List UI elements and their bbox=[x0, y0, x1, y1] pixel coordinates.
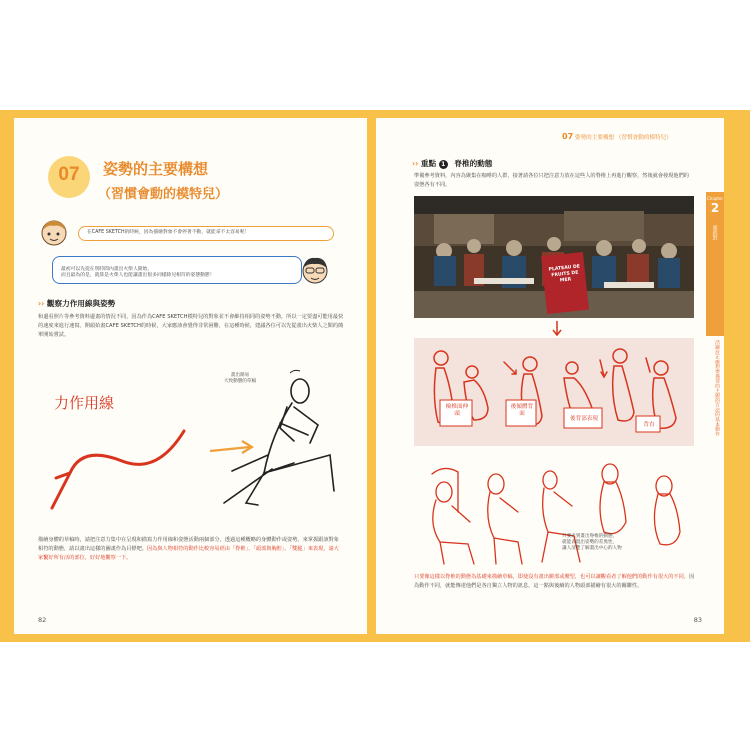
body-paragraph-2-highlight: 因為與人物相符的動作比較容易經由「脊椎」、「頭部與胸腔」、「雙腿」來表現，請大家繫好所有活的部位，好好地觀察一下。 bbox=[38, 546, 339, 561]
point-heading bbox=[412, 158, 492, 169]
force-line-label: 力作用線 bbox=[54, 394, 115, 412]
section-heading-text: 觀察力作用線與姿勢 bbox=[46, 299, 116, 308]
speech-bubble-2-text: 最初可以先從在別時間內畫出火柴人開始， 而且最為的是，就算是火柴人也能讓畫出很多同樣除兒相符的姿態動態！ bbox=[61, 266, 215, 278]
cafe-photo-svg bbox=[414, 196, 694, 318]
figure-note-left-line1: 畫出簡易 bbox=[230, 373, 250, 378]
sketch-label-3: 後背部表現 bbox=[570, 416, 598, 422]
right-page bbox=[376, 118, 724, 634]
left-page bbox=[14, 118, 367, 634]
point-title: 脊椎的動態 bbox=[454, 159, 493, 168]
running-head-title: 姿勢的主要構想 bbox=[574, 135, 615, 141]
point-label: 重點 bbox=[420, 159, 437, 168]
body-paragraph-1: 和邊看照片等參考資料邊畫的情況不同，因為作為CAFE SKETCH模特兒的對象並不會維持相同的姿勢不動，所以一定要盡可能用最快的速度來進行速寫。開頭始畫CAFE SKETCH的時候，大家應該會覺得非常困難，在這種時候，建議各位可以先從畫出火柴人之類的簡單開始嘗試。 bbox=[38, 314, 344, 338]
force-line-illustration bbox=[32, 363, 362, 523]
figure-note-left bbox=[210, 373, 270, 385]
character-avatar-left bbox=[36, 218, 72, 248]
page-number-right: 83 bbox=[693, 616, 702, 624]
chapter-tab-word: Chapter bbox=[707, 196, 723, 201]
bottom-paragraph-highlight: 只要像這樣以脊椎的動態為基礎來描繪草稿，即使沒有畫出臉部或腰型，也可以讓觀看者了解他們的動作有很大的不同。 bbox=[414, 574, 689, 580]
point-intro: 準備參考資料，內容為聚集在咖啡的人群，接著請各位只把注意力放在這些人的脊椎上再進行觀察，然後就會發現他們的姿態各有不同。 bbox=[414, 173, 689, 188]
figure-note-right-line3: 讓人清楚了解畫出中心的人物 bbox=[562, 546, 622, 551]
chapter-tab-name: 畫就對 bbox=[711, 224, 718, 240]
figure-line-drawings-svg bbox=[414, 452, 694, 570]
chapter-tab-subtitle: 活躍於正確想要描述的主題的方法的基本動作 bbox=[714, 340, 719, 436]
figure-note-right-line2: 就能表現出姿勢的差異性， bbox=[562, 540, 618, 545]
figure-note-right-line1: 只要光到畫出脊椎的動態， bbox=[562, 534, 618, 539]
body-paragraph-2-text: 描繪身體的草稿時，請把注意力集中在呈現和描寫力作用線和姿態活動兩個部分，透過這種概略的身體動作或姿勢，來掌握跟該對象相符的動態，請以畫出這樣的圖畫作為目標吧。 bbox=[38, 537, 339, 552]
book-spread bbox=[0, 110, 750, 642]
figure-note-right bbox=[562, 534, 662, 552]
sketch-label-1: 檢椎面伸頭 bbox=[445, 404, 469, 417]
cafe-sign-text: PLATEAU DE FRUITS DE MER bbox=[548, 264, 581, 284]
body-paragraph-2 bbox=[38, 536, 344, 563]
point-number: 1 bbox=[441, 160, 446, 168]
figure-line-drawings bbox=[414, 452, 694, 570]
page-subtitle: （習慣會動的模特兒） bbox=[98, 187, 229, 202]
traced-sketch-svg bbox=[414, 338, 694, 446]
section-heading bbox=[38, 298, 115, 309]
chapter-tab bbox=[706, 192, 724, 336]
sketch-label-2: 後傾體背面 bbox=[510, 404, 534, 417]
running-head-number: 07 bbox=[562, 132, 574, 141]
force-line-svg bbox=[32, 363, 362, 523]
speech-bubble-2 bbox=[52, 256, 302, 284]
chapter-number: 07 bbox=[58, 164, 80, 185]
figure-note-left-line2: 大致動態的草稿 bbox=[223, 379, 257, 384]
point-chevron-icon: ›› bbox=[412, 159, 419, 168]
bottom-paragraph bbox=[414, 573, 698, 591]
chevron-right-icon: ›› bbox=[38, 299, 45, 308]
cafe-photo bbox=[414, 196, 694, 318]
chapter-tab-number: 2 bbox=[710, 201, 720, 215]
page-number-left: 82 bbox=[38, 616, 47, 624]
point-number-badge bbox=[439, 160, 448, 169]
running-head bbox=[562, 132, 672, 141]
speech-bubble-1: 在CAFE SKETCH的時候，因為描繪對象不會停著不動，就能拿不太容易呢！ bbox=[78, 226, 334, 241]
page-title: 姿勢的主要構想 bbox=[103, 160, 209, 178]
bottom-paragraph-text: 因為動作不同，就能傳達他們是各自獨立人物的訊息，這一點與後續的人物頭部描繪有很大的關聯性。 bbox=[414, 574, 695, 589]
sketch-label-4: 背直 bbox=[643, 422, 655, 428]
traced-sketch-panel bbox=[414, 338, 694, 446]
character-avatar-right bbox=[298, 254, 332, 286]
running-head-subtitle: （習慣會動的模特兒） bbox=[615, 135, 672, 141]
